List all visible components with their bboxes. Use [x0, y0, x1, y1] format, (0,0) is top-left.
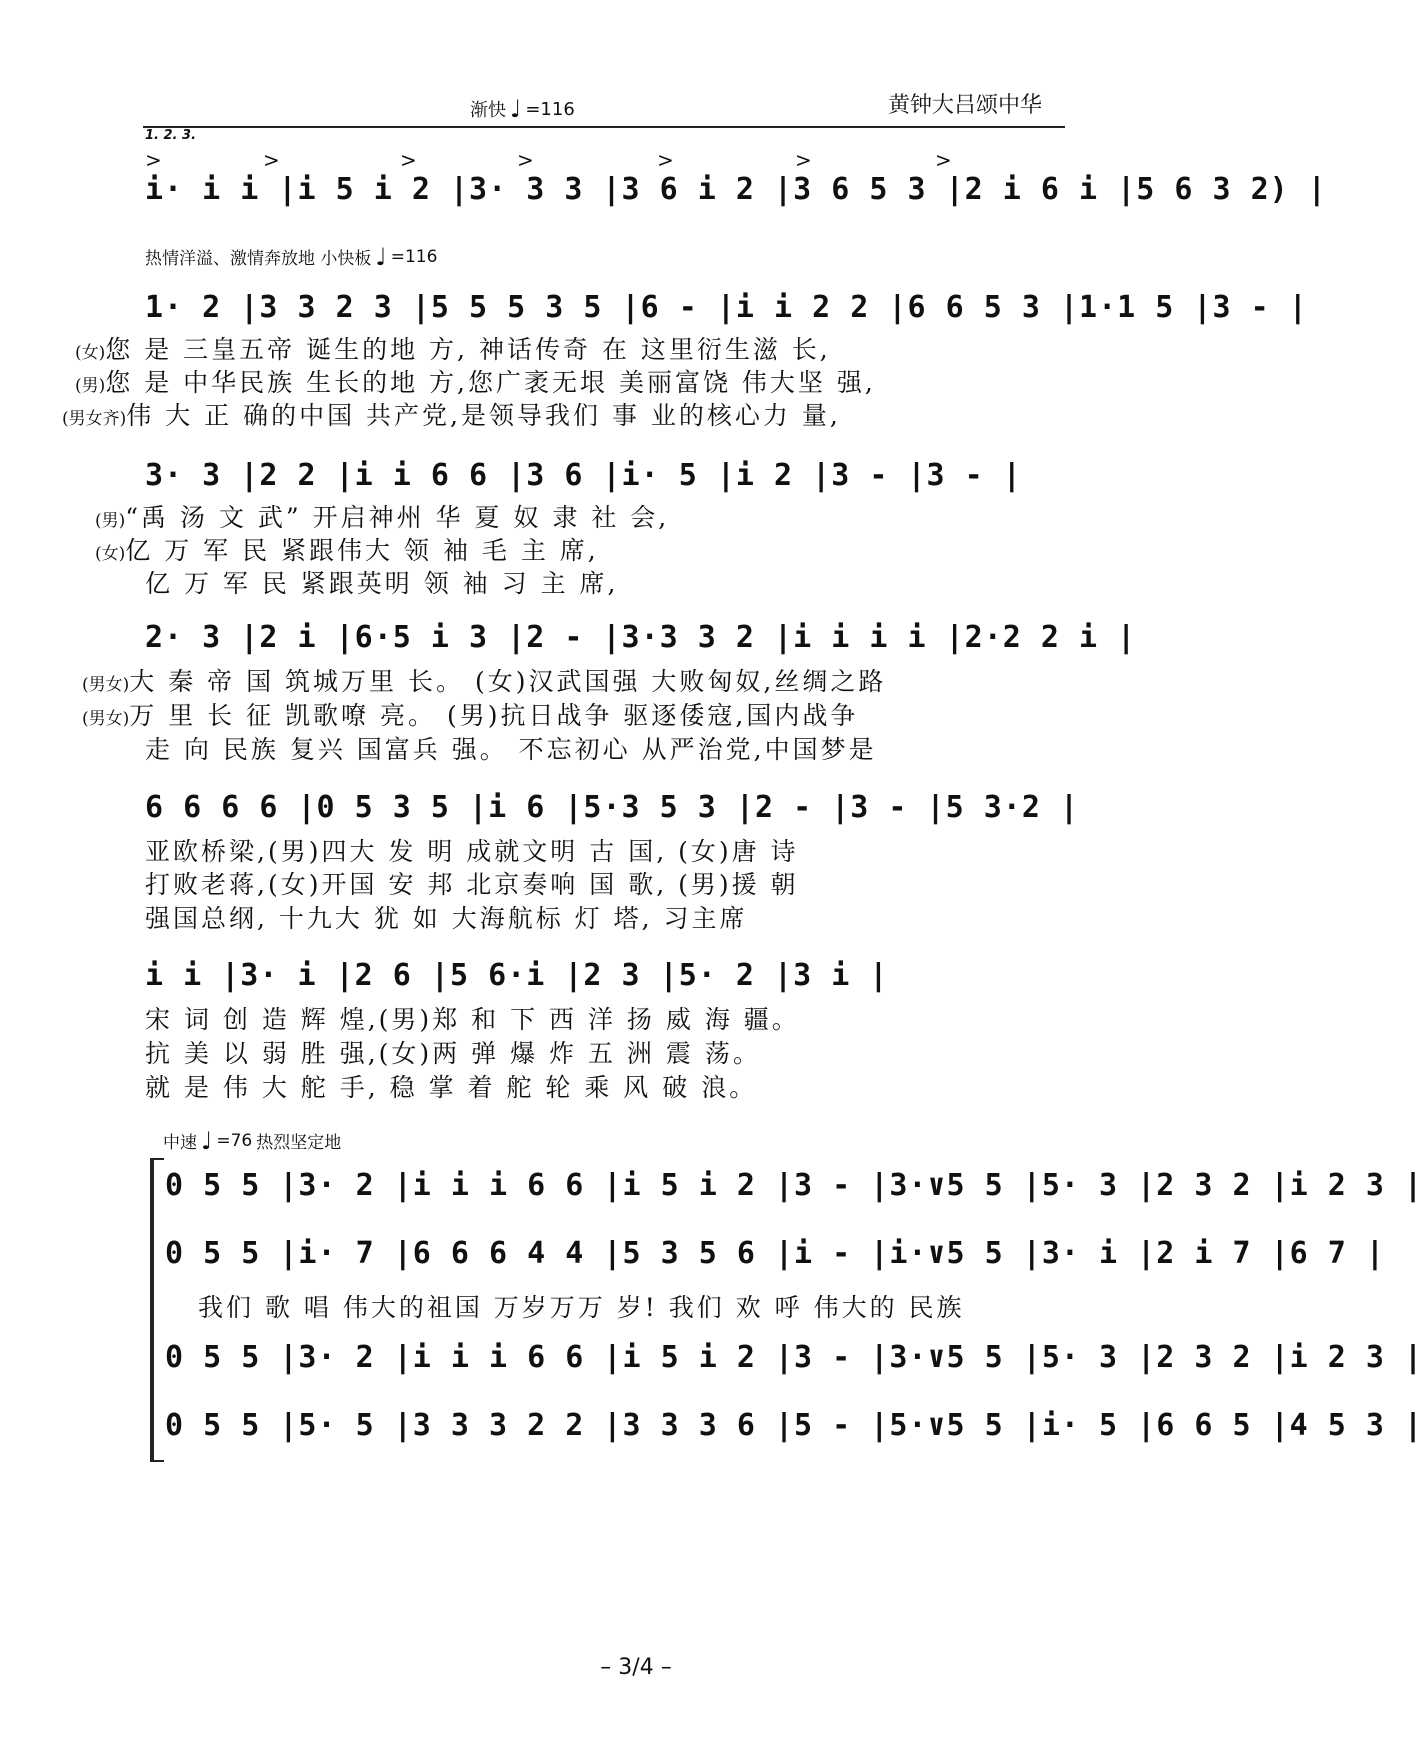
- chorus-staff-2: 0 5 5 |i· 7 |6 6 6 4 4 |5 3 5 6 |i - |i·∨5 5 |3· i |2 i 7 |6 7 |: [165, 1236, 1385, 1271]
- intro-notation-line: i· i i |i 5 i 2 |3· 3 3 |3 6 i 2 |3 6 5 3 |2 i 6 i |5 6 3 2) |: [145, 172, 1327, 207]
- lyric-text: 走 向 民族 复兴 国富兵 强。 不忘初心 从严治党,中国梦是: [145, 735, 877, 764]
- notation-line-1: 1· 2 |3 3 2 3 |5 5 5 3 5 |6 - |i i 2 2 |6 6 5 3 |1·1 5 |3 - |: [145, 290, 1308, 325]
- lyric-line: [62, 396, 841, 432]
- notation-line-5: i i |3· i |2 6 |5 6·i |2 3 |5· 2 |3 i |: [145, 958, 889, 993]
- tempo-marking-2: [145, 244, 437, 269]
- lyric-line: [82, 696, 858, 732]
- lyric-line: [95, 498, 669, 534]
- singer-role: (女): [95, 544, 126, 564]
- lyric-text: 亿 万 军 民 紧跟英明 领 袖 习 主 席,: [145, 569, 619, 598]
- lyric-line: [145, 730, 877, 766]
- system-brace: [150, 1158, 164, 1462]
- lyric-text: 强国总纲, 十九大 犹 如 大海航标 灯 塔, 习主席: [145, 904, 748, 933]
- singer-role: (男女): [82, 709, 130, 729]
- tempo-marking-3: [163, 1128, 341, 1153]
- tempo-value: =116: [525, 98, 575, 120]
- lyric-text: 就 是 伟 大 舵 手, 稳 掌 着 舵 轮 乘 风 破 浪。: [145, 1073, 758, 1102]
- tempo-expression: 热烈坚定地: [256, 1133, 342, 1153]
- notation-line-2: 3· 3 |2 2 |i i 6 6 |3 6 |i· 5 |i 2 |3 - |3 - |: [145, 458, 1022, 493]
- tempo-text: 热情洋溢、激情奔放地 小快板: [145, 249, 372, 269]
- lyric-line: [145, 1068, 757, 1104]
- lyric-line: [75, 330, 831, 366]
- notation-line-4: 6 6 6 6 |0 5 3 5 |i 6 |5·3 5 3 |2 - |3 - |5 3·2 |: [145, 790, 1080, 825]
- lyric-text: 万 里 长 征 凯歌嘹 亮。 (男)抗日战争 驱逐倭寇,国内战争: [129, 701, 859, 730]
- lyric-text: 打败老蒋,(女)开国 安 邦 北京奏响 国 歌, (男)援 朝: [145, 870, 799, 899]
- tempo-value: =76: [216, 1130, 253, 1151]
- page-number: – 3/4 –: [600, 1655, 672, 1680]
- singer-role: (男女): [82, 675, 130, 695]
- singer-role: (男女齐): [62, 409, 127, 429]
- lyric-text: 宋 词 创 造 辉 煌,(男)郑 和 下 西 洋 扬 威 海 疆。: [145, 1005, 800, 1034]
- lyric-line: [95, 531, 599, 567]
- page-title: 黄钟大吕颂中华: [887, 93, 1042, 118]
- lyric-line: [82, 662, 886, 698]
- quarter-note-icon: ♩: [375, 242, 387, 271]
- lyric-text: 您 是 三皇五帝 诞生的地 方, 神话传奇 在 这里衍生滋 长,: [105, 335, 831, 364]
- singer-role: (男): [95, 511, 126, 531]
- lyric-line: [145, 564, 618, 600]
- chorus-lyrics: 我们 歌 唱 伟大的祖国 万岁万万 岁! 我们 欢 呼 伟大的 民族: [198, 1293, 965, 1322]
- quarter-note-icon: ♩: [201, 1126, 213, 1155]
- lyric-line: [145, 832, 799, 868]
- staff-top-rule: [143, 126, 1065, 128]
- lyric-text: 抗 美 以 弱 胜 强,(女)两 弹 爆 炸 五 洲 震 荡。: [145, 1039, 761, 1068]
- lyric-line: [145, 865, 799, 901]
- lyric-line: [75, 363, 876, 399]
- singer-role: (女): [75, 343, 106, 363]
- chorus-staff-3: 0 5 5 |3· 2 |i i i 6 6 |i 5 i 2 |3 - |3·∨5 5 |5· 3 |2 3 2 |i 2 3 |: [165, 1340, 1423, 1375]
- quarter-note-icon: ♩: [510, 95, 522, 123]
- lyric-text: 亿 万 军 民 紧跟伟大 领 袖 毛 主 席,: [125, 536, 599, 565]
- lyric-line: [145, 1034, 761, 1070]
- lyric-line: [145, 1000, 800, 1036]
- chorus-staff-4: 0 5 5 |5· 5 |3 3 3 2 2 |3 3 3 6 |5 - |5·∨5 5 |i· 5 |6 6 5 |4 5 3 |: [165, 1408, 1423, 1443]
- lyric-text: “禹 汤 文 武” 开启神州 华 夏 奴 隶 社 会,: [125, 503, 670, 532]
- lyric-text: 大 秦 帝 国 筑城万里 长。 (女)汉武国强 大败匈奴,丝绸之路: [129, 667, 887, 696]
- volta-bracket-label: 1. 2. 3.: [145, 128, 197, 143]
- lyric-line: [145, 899, 748, 935]
- tempo-text: 渐快: [470, 100, 506, 121]
- lyric-text: 您 是 中华民族 生长的地 方,您广袤无垠 美丽富饶 伟大坚 强,: [105, 368, 876, 397]
- tempo-value: =116: [390, 246, 438, 267]
- lyric-text: 亚欧桥梁,(男)四大 发 明 成就文明 古 国, (女)唐 诗: [145, 837, 799, 866]
- chorus-staff-1: 0 5 5 |3· 2 |i i i 6 6 |i 5 i 2 |3 - |3·∨5 5 |5· 3 |2 3 2 |i 2 3 |: [165, 1168, 1423, 1203]
- singer-role: (男): [75, 376, 106, 396]
- lyric-text: 伟 大 正 确的中国 共产党,是领导我们 事 业的核心力 量,: [126, 401, 841, 430]
- tempo-marking-1: [470, 96, 575, 122]
- notation-line-3: 2· 3 |2 i |6·5 i 3 |2 - |3·3 3 2 |i i i i |2·2 2 i |: [145, 620, 1137, 655]
- tempo-prefix: 中速: [163, 1133, 197, 1153]
